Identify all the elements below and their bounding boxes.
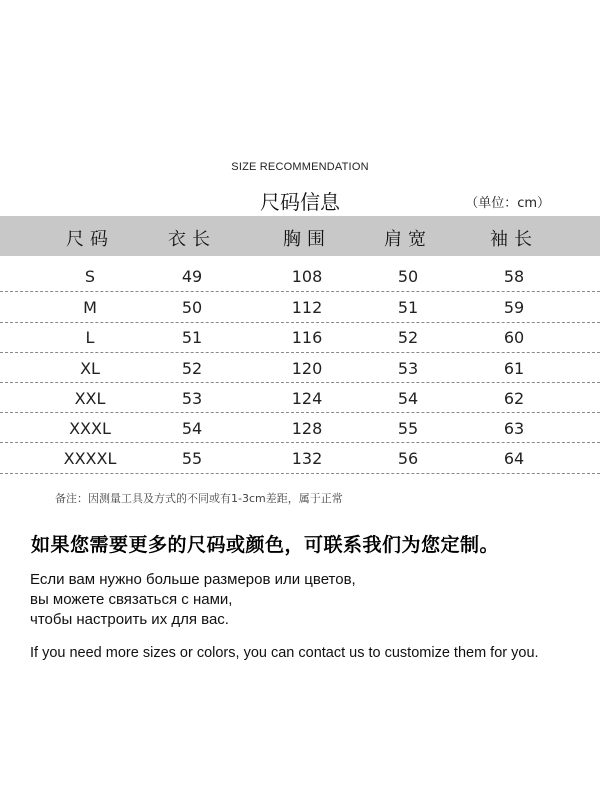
- table-header: [0, 216, 600, 256]
- cell-length: 49: [181, 267, 203, 286]
- cell-size: XXL: [74, 389, 106, 408]
- cell-sleeve: 60: [503, 328, 525, 347]
- cell-size: M: [83, 298, 97, 317]
- cell-chest: 112: [291, 298, 323, 317]
- cell-shoulder: 53: [397, 359, 419, 378]
- contact-text-ru: [30, 570, 356, 630]
- cell-length: 52: [181, 359, 203, 378]
- table-row: [0, 414, 600, 444]
- cell-shoulder: 54: [397, 389, 419, 408]
- row-separator: [0, 442, 600, 443]
- cell-sleeve: 63: [503, 419, 525, 438]
- cell-shoulder: 51: [397, 298, 419, 317]
- cell-chest: 124: [291, 389, 323, 408]
- table-row: [0, 293, 600, 323]
- cell-chest: 108: [291, 267, 323, 286]
- header-sleeve: 袖长: [490, 229, 538, 250]
- header-chest: 胸围: [283, 229, 331, 250]
- row-separator: [0, 382, 600, 383]
- cell-chest: 132: [291, 449, 323, 468]
- unit-label: （单位：cm）: [465, 196, 550, 211]
- cell-chest: 128: [291, 419, 323, 438]
- cell-sleeve: 59: [503, 298, 525, 317]
- row-separator: [0, 412, 600, 413]
- cell-size: S: [84, 267, 96, 286]
- contact-ru-line: вы можете связаться с нами,: [30, 591, 233, 608]
- cell-shoulder: 55: [397, 419, 419, 438]
- cell-length: 51: [181, 328, 203, 347]
- cell-size: XL: [80, 359, 100, 378]
- cell-sleeve: 58: [503, 267, 525, 286]
- cell-chest: 120: [291, 359, 323, 378]
- cell-length: 50: [181, 298, 203, 317]
- table-row: [0, 323, 600, 353]
- header-length: 衣长: [168, 229, 216, 250]
- section-title: SIZE RECOMMENDATION: [231, 161, 369, 173]
- contact-text-en: If you need more sizes or colors, you can contact us to customize them for you.: [30, 645, 539, 661]
- contact-ru-line: Если вам нужно больше размеров или цветов,: [30, 571, 356, 588]
- cell-shoulder: 50: [397, 267, 419, 286]
- cell-size: XXXL: [69, 419, 111, 438]
- contact-text-cn: 如果您需要更多的尺码或颜色，可联系我们为您定制。: [31, 534, 500, 556]
- cell-shoulder: 56: [397, 449, 419, 468]
- cell-shoulder: 52: [397, 328, 419, 347]
- row-separator: [0, 473, 600, 474]
- row-separator: [0, 291, 600, 292]
- cell-length: 55: [181, 449, 203, 468]
- table-row: [0, 262, 600, 292]
- cell-length: 54: [181, 419, 203, 438]
- header-size: 尺码: [66, 229, 114, 250]
- table-row: [0, 354, 600, 384]
- measurement-note: 备注：因测量工具及方式的不同或有1-3cm差距，属于正常: [55, 492, 343, 505]
- cell-sleeve: 62: [503, 389, 525, 408]
- cell-size: L: [85, 328, 95, 347]
- table-title: 尺码信息: [260, 190, 340, 214]
- cell-chest: 116: [291, 328, 323, 347]
- row-separator: [0, 352, 600, 353]
- table-row: [0, 384, 600, 414]
- cell-size: XXXXL: [63, 449, 117, 468]
- table-row: [0, 444, 600, 474]
- contact-ru-line: чтобы настроить их для вас.: [30, 611, 229, 628]
- cell-sleeve: 61: [503, 359, 525, 378]
- cell-sleeve: 64: [503, 449, 525, 468]
- cell-length: 53: [181, 389, 203, 408]
- header-shoulder: 肩宽: [384, 229, 432, 250]
